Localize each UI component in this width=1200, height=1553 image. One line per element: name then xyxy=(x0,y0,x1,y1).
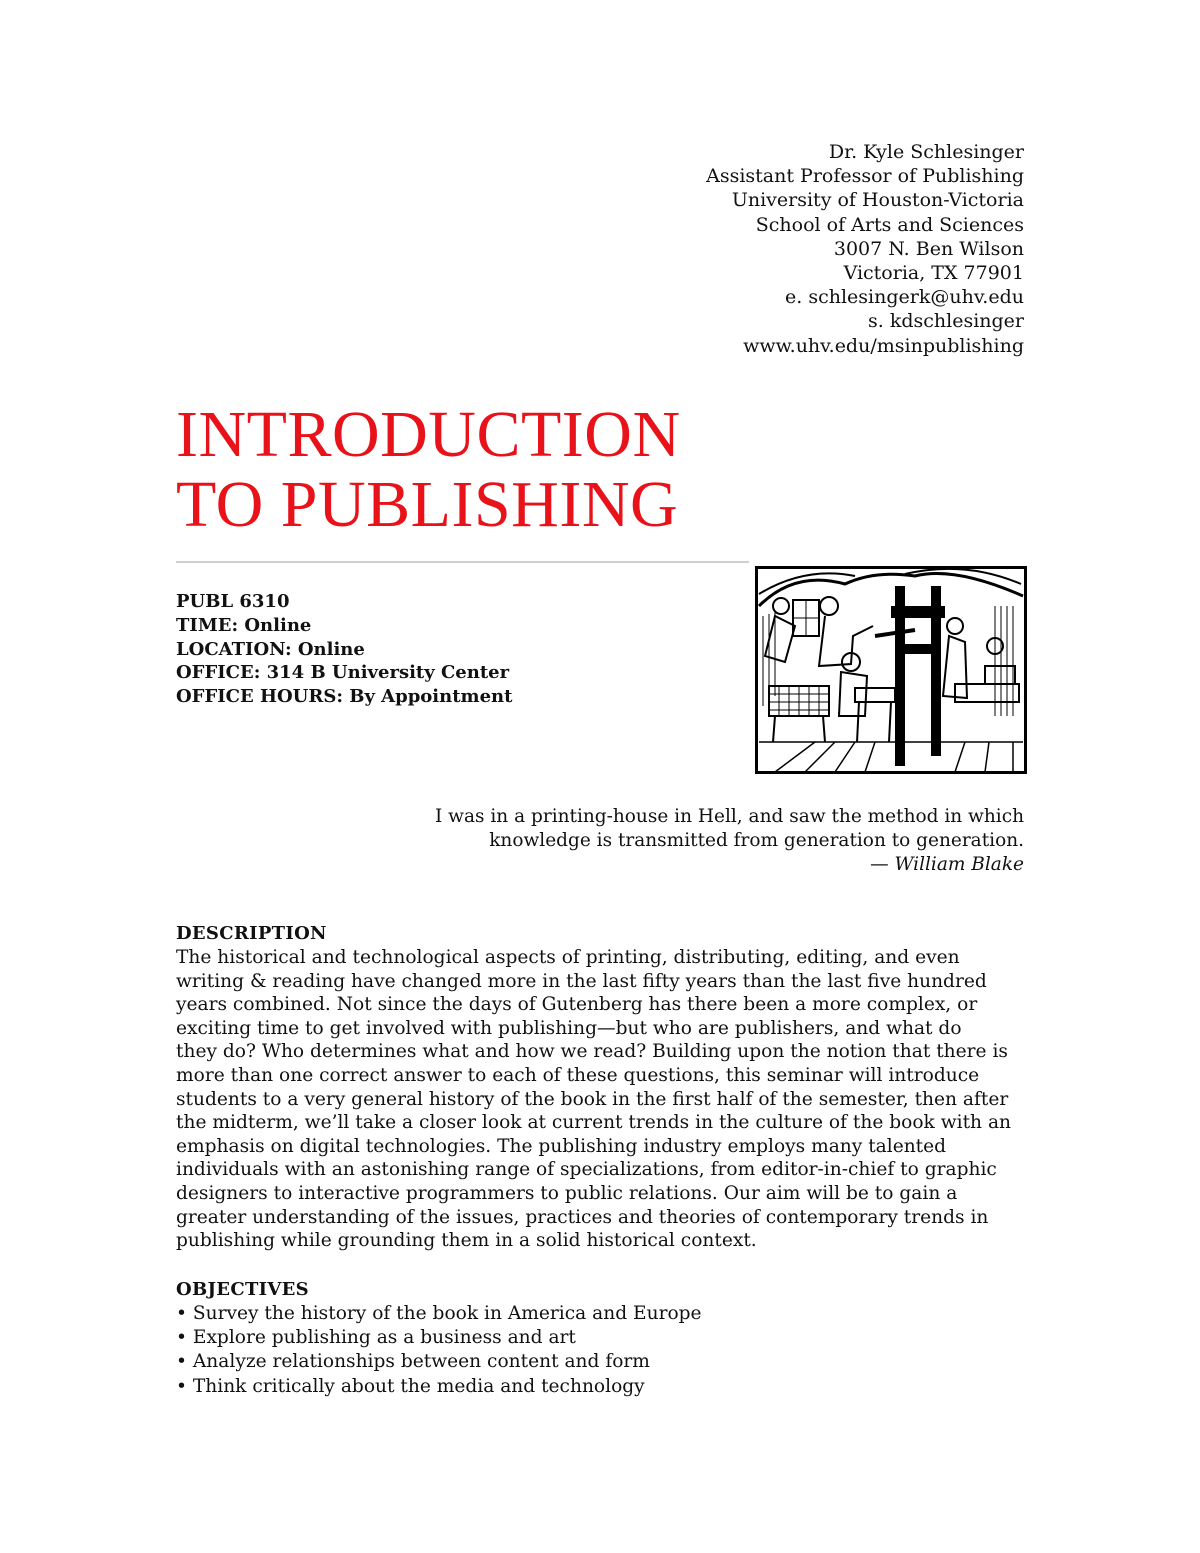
objective-item: • Think critically about the media and technology xyxy=(176,1375,645,1397)
objective-item: • Survey the history of the book in America and Europe xyxy=(176,1303,702,1324)
description-line: greater understanding of the issues, practices and theories of contemporary trends in xyxy=(176,1206,989,1228)
description-line: emphasis on digital technologies. The publishing industry employs many talented xyxy=(176,1135,947,1157)
title-divider xyxy=(176,561,749,563)
objectives-list xyxy=(176,1302,702,1399)
description-line: exciting time to get involved with publishing—but who are publishers, and what do xyxy=(176,1017,962,1039)
course-time: TIME: Online xyxy=(176,614,312,636)
description-line: writing & reading have changed more in the last fifty years than the last five hundred xyxy=(176,970,987,992)
description-line: individuals with an astonishing range of specializations, from editor-in-chief to graphic xyxy=(176,1159,997,1181)
title-line-1: INTRODUCTION xyxy=(176,398,681,471)
description-heading: DESCRIPTION xyxy=(176,923,327,944)
description-line: more than one correct answer to each of these questions, this seminar will introduce xyxy=(176,1064,980,1086)
title-line-2: TO PUBLISHING xyxy=(176,468,679,541)
description-line: designers to interactive programmers to public relations. Our aim will be to gain a xyxy=(176,1182,958,1204)
document-title xyxy=(176,400,681,540)
school: School of Arts and Sciences xyxy=(755,213,1024,236)
description-line: The historical and technological aspects of printing, distributing, editing, and even xyxy=(176,947,960,968)
skype: s. kdschlesinger xyxy=(867,310,1024,333)
instructor-name: Dr. Kyle Schlesinger xyxy=(828,141,1024,163)
description-body xyxy=(176,946,1036,1253)
course-info xyxy=(176,590,512,709)
description-line: students to a very general history of the book in the first half of the semester, then after xyxy=(176,1088,1009,1110)
course-location: LOCATION: Online xyxy=(176,638,365,660)
description-line: the midterm, we’ll take a closer look at current trends in the culture of the book with an xyxy=(176,1112,1012,1134)
description-line: years combined. Not since the days of Gutenberg has there been a more complex, or xyxy=(176,994,978,1016)
objective-item: • Analyze relationships between content and form xyxy=(176,1351,650,1373)
printing-house-woodcut-icon xyxy=(755,566,1027,774)
objective-item: • Explore publishing as a business and art xyxy=(176,1327,576,1349)
quote-line-2: knowledge is transmitted from generation to generation. xyxy=(489,830,1024,851)
contact-block xyxy=(560,140,1024,358)
university: University of Houston-Victoria xyxy=(731,189,1024,212)
course-office-hours: OFFICE HOURS: By Appointment xyxy=(176,686,513,708)
email[interactable]: e. schlesingerk@uhv.edu xyxy=(785,286,1024,309)
instructor-title: Assistant Professor of Publishing xyxy=(706,165,1024,188)
description-line: they do? Who determines what and how we read? Building upon the notion that there is xyxy=(176,1041,1008,1063)
street-address: 3007 N. Ben Wilson xyxy=(833,237,1024,260)
course-code: PUBL 6310 xyxy=(176,591,290,612)
description-line: publishing while grounding them in a solid historical context. xyxy=(176,1230,757,1252)
blake-quote xyxy=(380,805,1024,877)
quote-attribution: — William Blake xyxy=(870,854,1024,875)
website-link[interactable]: www.uhv.edu/msinpublishing xyxy=(743,334,1024,357)
city-state-zip: Victoria, TX 77901 xyxy=(843,262,1024,285)
objectives-heading: OBJECTIVES xyxy=(176,1279,309,1300)
quote-line-1: I was in a printing-house in Hell, and saw the method in which xyxy=(434,806,1024,827)
course-office: OFFICE: 314 B University Center xyxy=(176,662,510,684)
